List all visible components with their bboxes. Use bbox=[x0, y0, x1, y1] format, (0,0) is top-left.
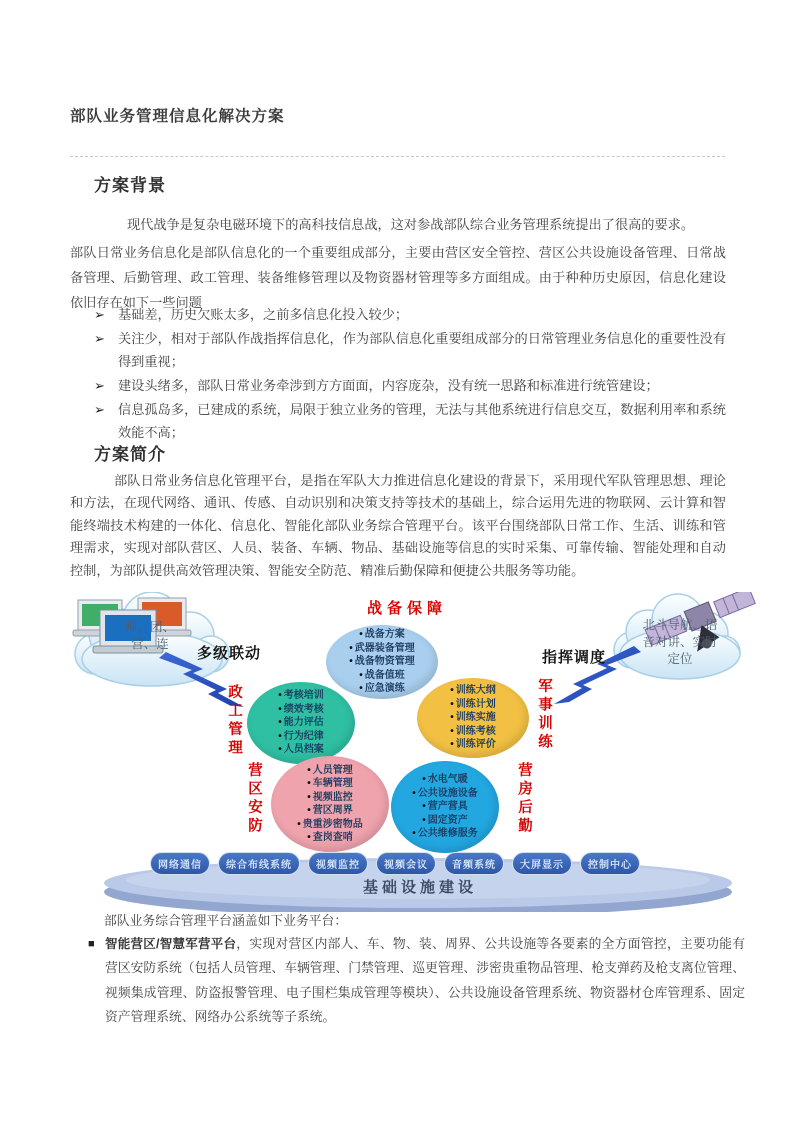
list-item: • 战备方案 bbox=[359, 629, 405, 641]
dot-bullet-icon: • bbox=[359, 629, 363, 641]
group-ellipse-political-work bbox=[247, 682, 355, 764]
bullet-text: 关注少，相对于部队作战指挥信息化，作为部队信息化重要组成部分的日常管理业务信息化的重要性没有得到重视； bbox=[118, 331, 726, 369]
problem-bullet-list bbox=[94, 303, 726, 445]
list-item: • 考核培训 bbox=[278, 690, 324, 702]
list-item: • 战备值班 bbox=[359, 669, 405, 681]
page-title: 部队业务管理信息化解决方案 bbox=[70, 108, 285, 125]
list-item: • 贵重涉密物品 bbox=[297, 818, 363, 830]
list-item: • 营产营具 bbox=[422, 801, 468, 813]
dot-bullet-icon: • bbox=[307, 778, 311, 789]
group-label-political-work: 政工管理 bbox=[226, 684, 242, 758]
section-heading-background: 方案背景 bbox=[94, 176, 166, 195]
dot-bullet-icon: • bbox=[297, 818, 301, 830]
list-item: • 能力评估 bbox=[278, 717, 324, 729]
list-item: • 人员管理 bbox=[307, 764, 353, 776]
command-dispatch-label: 指挥调度 bbox=[542, 649, 607, 666]
list-item bbox=[94, 327, 726, 373]
dot-bullet-icon: • bbox=[450, 725, 454, 737]
list-item: • 训练实施 bbox=[450, 712, 496, 724]
list-item: • 训练大纲 bbox=[450, 685, 496, 697]
infrastructure-pill-row bbox=[150, 852, 640, 875]
dot-bullet-icon: • bbox=[349, 642, 353, 654]
list-item bbox=[94, 303, 726, 326]
dot-bullet-icon: • bbox=[359, 683, 363, 695]
pill-audio-system: 音频系统 bbox=[444, 852, 504, 875]
list-item: • 视频监控 bbox=[307, 791, 353, 803]
pill-large-display: 大屏显示 bbox=[512, 852, 572, 875]
paragraph-problems: 部队日常业务信息化是部队信息化的一个重要组成部分，主要由营区安全管控、营区公共设施设备管理、日常战备管理、后勤管理、政工管理、装备维修管理以及物资器材管理等多方面组成。由于种种历史原因，信息化建设依旧存在如下一些问题 bbox=[70, 245, 726, 310]
pill-control-center: 控制中心 bbox=[580, 852, 640, 875]
footer-platform-item bbox=[88, 932, 745, 1029]
square-bullet-icon: ■ bbox=[88, 938, 95, 950]
list-item: • 训练评价 bbox=[450, 739, 496, 751]
list-item: • 查岗查哨 bbox=[307, 832, 353, 843]
list-item: • 行为纪律 bbox=[278, 730, 324, 742]
paragraph-overview: 部队日常业务信息化管理平台，是指在军队大力推进信息化建设的背景下，采用现代军队管理思想、理论和方法，在现代网络、通讯、传感、自动识别和决策支持等技术的基础上，综合运用先进的物联网、云计算和智能终端技术构建的一体化、信息化、智能化部队业务综合管理平台。该平台围绕部队日常工作、生活、训练和管理需求，实现对部队营区、人员、装备、车辆、物品、基础设施等信息的实时采集、可靠传输、智能处理和自动控制，为部队提供高效管理决策、智能安全防范、精准后勤保障和便捷公共服务等功能。 bbox=[70, 473, 726, 578]
dot-bullet-icon: • bbox=[278, 744, 282, 756]
group-label-military-training: 军事训练 bbox=[536, 678, 552, 752]
dot-bullet-icon: • bbox=[422, 814, 426, 826]
arrow-bullet-icon: ➢ bbox=[94, 402, 106, 417]
footer-item-body: ，实现对营区内部人、车、物、装、周界、公共设施等各要素的全方面管控，主要功能有营区安防系统（包括人员管理、车辆管理、门禁管理、巡更管理、涉密贵重物品管理、枪支弹药及枪支离位管理、视频集成管理、防盗报警管理、电子围栏集成管理等模块）、公共设施设备管理系统、物资器材仓库管理系、固定资产管理系统、网络办公系统等子系统。 bbox=[105, 937, 745, 1024]
list-item: • 营区周界 bbox=[307, 805, 353, 816]
list-item: • 战备物资管理 bbox=[349, 656, 415, 668]
list-item bbox=[94, 398, 726, 444]
dot-bullet-icon: • bbox=[307, 805, 311, 816]
group-ellipse-military-training bbox=[417, 678, 529, 758]
arrow-bullet-icon: ➢ bbox=[94, 378, 106, 393]
dot-bullet-icon: • bbox=[307, 791, 311, 803]
list-item: • 绩效考核 bbox=[278, 703, 324, 715]
dashed-divider bbox=[70, 156, 725, 157]
arrow-bullet-icon: ➢ bbox=[94, 307, 106, 322]
pill-video-surveillance: 视频监控 bbox=[308, 852, 368, 875]
list-item: • 车辆管理 bbox=[307, 778, 353, 789]
list-item: • 人员档案 bbox=[278, 744, 324, 756]
pill-network-comm: 网络通信 bbox=[150, 852, 210, 875]
list-item: • 公共设施设备 bbox=[412, 787, 478, 799]
dot-bullet-icon: • bbox=[450, 698, 454, 710]
dot-bullet-icon: • bbox=[349, 656, 353, 668]
bullet-text: 信息孤岛多，已建成的系统，局限于独立业务的管理，无法与其他系统进行信息交互，数据利用率和系统效能不高； bbox=[118, 402, 726, 440]
list-item: • 水电气暖 bbox=[422, 774, 468, 786]
pill-video-conference: 视频会议 bbox=[376, 852, 436, 875]
dot-bullet-icon: • bbox=[450, 739, 454, 751]
platform-architecture-diagram bbox=[0, 592, 793, 912]
platform-label: 基础设施建设 bbox=[362, 879, 477, 896]
group-ellipse-camp-security bbox=[271, 756, 389, 852]
multi-level-link-label: 多级联动 bbox=[197, 645, 262, 662]
dot-bullet-icon: • bbox=[278, 717, 282, 729]
right-cloud-label: 北斗导航、语音对讲、实时定位 bbox=[642, 618, 718, 666]
list-item: • 固定资产 bbox=[422, 814, 468, 826]
group-ellipse-combat-readiness bbox=[326, 625, 438, 699]
dot-bullet-icon: • bbox=[307, 832, 311, 843]
dot-bullet-icon: • bbox=[307, 764, 311, 776]
pill-cabling-system: 综合布线系统 bbox=[218, 852, 300, 875]
list-item: • 应急演练 bbox=[359, 683, 405, 695]
dot-bullet-icon: • bbox=[359, 669, 363, 681]
dot-bullet-icon: • bbox=[278, 690, 282, 702]
list-item bbox=[94, 374, 726, 397]
dot-bullet-icon: • bbox=[278, 730, 282, 742]
footer-item-title: 智能营区/智慧军营平台 bbox=[105, 937, 237, 951]
group-ellipse-barracks-logistics bbox=[391, 761, 499, 853]
group-label-barracks-logistics: 营房后勤 bbox=[516, 762, 532, 836]
dot-bullet-icon: • bbox=[422, 774, 426, 786]
dot-bullet-icon: • bbox=[412, 787, 416, 799]
dot-bullet-icon: • bbox=[422, 801, 426, 813]
group-label-camp-security: 营区安防 bbox=[246, 762, 262, 836]
group-label-combat-readiness: 战备保障 bbox=[366, 600, 447, 617]
footer-lead-text: 部队业务综合管理平台涵盖如下业务平台： bbox=[104, 914, 348, 928]
dot-bullet-icon: • bbox=[450, 685, 454, 697]
list-item: • 训练考核 bbox=[450, 725, 496, 737]
list-item: • 武器装备管理 bbox=[349, 642, 415, 654]
arrow-bullet-icon: ➢ bbox=[94, 331, 106, 346]
left-cloud-label: 师、团、营、连 bbox=[124, 620, 175, 651]
dot-bullet-icon: • bbox=[278, 703, 282, 715]
paragraph-intro: 现代战争是复杂电磁环境下的高科技信息战，这对参战部队综合业务管理系统提出了很高的要求。 bbox=[127, 217, 695, 232]
section-heading-overview: 方案简介 bbox=[94, 445, 166, 464]
dot-bullet-icon: • bbox=[450, 712, 454, 724]
list-item: • 训练计划 bbox=[450, 698, 496, 710]
bullet-text: 基础差，历史欠账太多，之前多信息化投入较少； bbox=[118, 307, 409, 322]
bullet-text: 建设头绪多，部队日常业务牵涉到方方面面，内容庞杂，没有统一思路和标准进行统管建设； bbox=[118, 378, 659, 393]
list-item: • 公共维修服务 bbox=[412, 828, 478, 840]
dot-bullet-icon: • bbox=[412, 828, 416, 840]
